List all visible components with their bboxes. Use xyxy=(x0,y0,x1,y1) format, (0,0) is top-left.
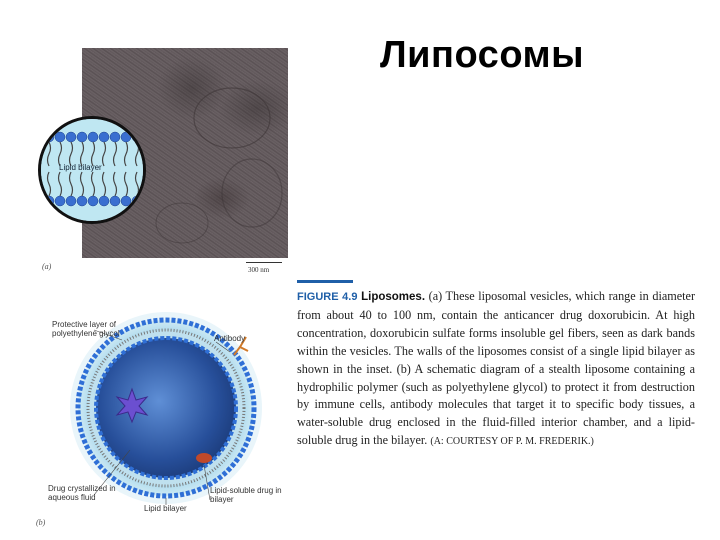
figure-body: (a) These liposomal vesicles, which range in diameter from about 40 to 100 nm, contain the anticancer drug doxorubicin. At high concentration, doxorubicin sulfate forms insoluble gel fibers, seen as dark bands within the vesicles. The walls of the liposomes consist of a single lipid bilayer as shown in the inset. (b) A schematic diagram of a stealth liposome containing a hydrophilic polymer (such as polyethylene glycol) to protect it from destruction by immune cells, antibody molecules that target it to specific body tissues, a water-soluble drug enclosed in the fluid-filled interior chamber, and a lipid-soluble drug in the bilayer. xyxy=(297,289,696,448)
caption-text xyxy=(297,288,695,451)
label-drug-crystallized: Drug crystallized in aqueous fluid xyxy=(48,484,116,502)
label-lipid-bilayer: Lipid bilayer xyxy=(144,504,187,513)
micrograph-panel xyxy=(38,48,298,278)
figure-title: Liposomes. xyxy=(361,291,426,303)
panel-a-label: (a) xyxy=(42,262,52,271)
liposome-diagram-panel xyxy=(34,300,294,532)
inset-label: Lipid bilayer xyxy=(59,163,102,172)
lipid-bilayer-inset xyxy=(38,116,146,224)
lipid-soluble-drug xyxy=(196,453,212,463)
panel-b-label: (b) xyxy=(36,518,46,527)
figure-credit: (A: COURTESY OF P. M. FREDERIK.) xyxy=(430,436,594,448)
label-lipid-soluble: Lipid-soluble drug in bilayer xyxy=(210,486,282,504)
slide-title: Липосомы xyxy=(380,34,585,76)
scale-bar-label: 300 nm xyxy=(248,266,270,274)
figure-number: FIGURE 4.9 xyxy=(297,291,358,303)
label-antibody: Antibody xyxy=(214,334,246,343)
label-protective-layer: Protective layer of polyethylene glycol xyxy=(52,320,120,338)
caption-rule xyxy=(297,280,353,283)
scale-bar-line xyxy=(246,262,282,263)
figure-caption xyxy=(297,280,695,476)
